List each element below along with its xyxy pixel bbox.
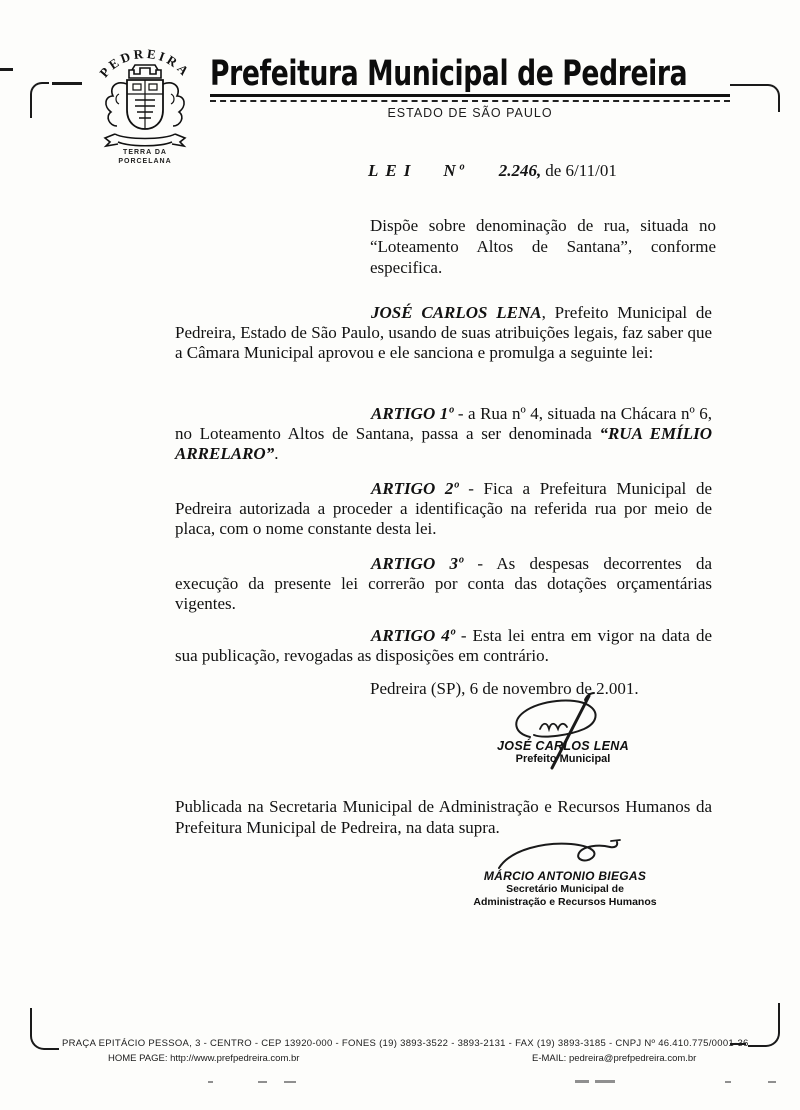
secretario-signature-role-1: Secretário Municipal de <box>506 883 624 895</box>
header-underline <box>210 94 730 97</box>
scan-artifact <box>768 1081 776 1083</box>
article-3-label: ARTIGO 3º <box>371 554 464 573</box>
article-1 <box>175 404 712 464</box>
scan-artifact <box>258 1081 267 1083</box>
law-ementa: Dispõe sobre denominação de rua, situada no “Loteamento Altos de Santana”, conforme especifica. <box>370 216 716 277</box>
article-1-text-end: . <box>274 444 279 463</box>
article-3 <box>175 554 712 614</box>
frame-corner-top-right <box>730 84 780 112</box>
crest-motto-line1: TERRA DA <box>123 149 167 156</box>
dateline: Pedreira (SP), 6 de novembro de 2.001. <box>370 679 639 698</box>
scan-artifact <box>208 1081 213 1083</box>
law-heading-date: de 6/11/01 <box>545 161 617 180</box>
prefeito-signature-block <box>468 739 658 766</box>
secretario-signature-name: MÁRCIO ANTONIO BIEGAS <box>483 869 647 883</box>
article-3-text: - As despesas decorrentes da execução da presente lei correrão por conta das dotações orçamentárias vigentes. <box>175 554 712 613</box>
prefeito-signature-name: JOSÉ CARLOS LENA <box>497 739 629 753</box>
preamble-author-name: JOSÉ CARLOS LENA <box>371 303 542 322</box>
article-4-label: ARTIGO 4º <box>371 626 455 645</box>
law-heading-numero: 2.246, <box>498 161 542 180</box>
secretario-signature-scribble-icon <box>493 838 623 873</box>
scan-edge-mark <box>0 68 13 71</box>
article-1-label: ARTIGO 1º <box>371 404 454 423</box>
crest-motto-line2: PORCELANA <box>118 158 172 164</box>
article-2-label: ARTIGO 2º <box>371 479 459 498</box>
article-4 <box>175 626 712 666</box>
svg-text:PEDREIRA <box>96 46 193 80</box>
preamble-text: , Prefeito Municipal de Pedreira, Estado de São Paulo, usando de suas atribuições legais, faz saber que a Câmara Municipal aprovou e ele sanciona e promulga a seguinte lei: <box>175 303 712 362</box>
crest-arc-text: PEDREIRA <box>96 45 194 81</box>
law-preamble <box>175 303 712 363</box>
footer-address: PRAÇA EPITÁCIO PESSOA, 3 - CENTRO - CEP 13920-000 - FONES (19) 3893-3522 - 3893-2131 - FAX (19) 3893-3185 - CNPJ Nº 46.410.775/0001-36 <box>62 1038 749 1049</box>
city-crest-icon <box>85 36 205 164</box>
frame-corner-bottom-right <box>748 1003 780 1047</box>
header-title: Prefeitura Municipal de Pedreira <box>210 54 688 94</box>
secretario-signature-block <box>440 869 690 909</box>
article-2-text: - Fica a Prefeitura Municipal de Pedreira autorizada a proceder a identificação na referida rua por meio de placa, com o nome constante desta lei. <box>175 479 713 538</box>
publication-note: Publicada na Secretaria Municipal de Administração e Recursos Humanos da Prefeitura Municipal de Pedreira, na data supra. <box>175 797 712 837</box>
law-heading-lei: LEI <box>368 161 418 180</box>
scan-artifact <box>284 1081 296 1083</box>
law-heading-numero-label: Nº <box>443 161 467 180</box>
article-1-text: - a Rua nº 4, situada na Chácara nº 6, no Loteamento Altos de Santana, passa a ser denominada <box>175 404 712 443</box>
article-2 <box>175 479 712 539</box>
scan-artifact <box>575 1080 589 1083</box>
frame-dash-top-left <box>52 82 82 85</box>
law-heading <box>368 161 617 181</box>
header-underline-dashed <box>210 100 730 102</box>
frame-corner-top-left <box>30 82 49 118</box>
article-1-street-name: “RUA EMÍLIO ARRELARO” <box>175 424 712 463</box>
prefeito-signature-role: Prefeito Municipal <box>515 753 611 765</box>
scan-artifact <box>595 1080 615 1083</box>
frame-corner-bottom-left <box>30 1008 59 1050</box>
header-subtitle: ESTADO DE SÃO PAULO <box>387 106 553 120</box>
secretario-signature-role-2: Administração e Recursos Humanos <box>473 896 657 908</box>
footer-email: E-MAIL: pedreira@prefpedreira.com.br <box>532 1053 697 1064</box>
article-4-text: - Esta lei entra em vigor na data de sua publicação, revogadas as disposições em contrário. <box>175 626 712 665</box>
footer-homepage: HOME PAGE: http://www.prefpedreira.com.br <box>108 1053 300 1064</box>
scan-artifact <box>725 1081 731 1083</box>
